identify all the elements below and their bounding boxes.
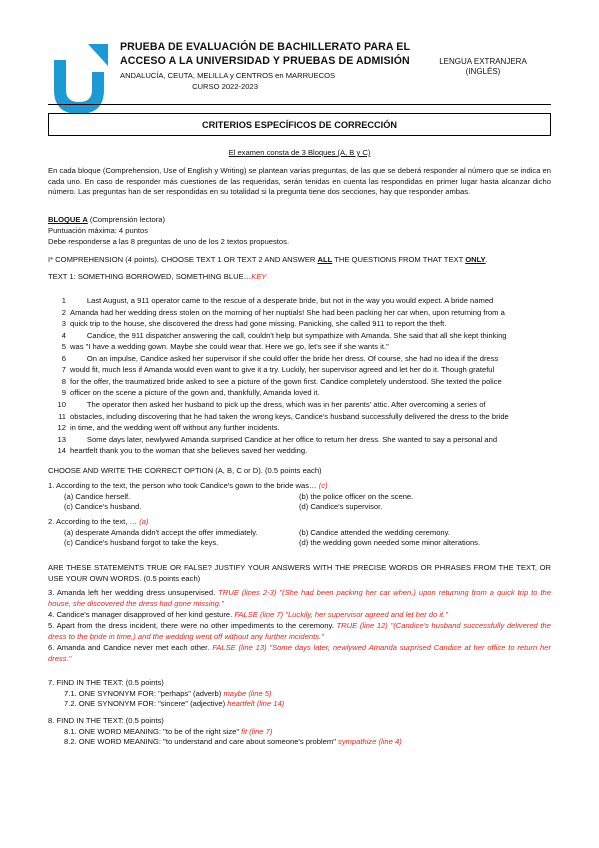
intro-paragraph: En cada bloque (Comprehension, Use of English y Writing) se plantean varias preguntas, de las que se deberá responder al número que se indica en cada uno. En caso de responder más cuestiones de las requeridas, serán tenidas en cuenta las respondidas en primer lugar hasta alcanzar dicho número. Las preguntas han de ser respondidas en su totalidad si la pregunta tiene dos secciones, hay que responder ambas.	[48, 166, 551, 197]
line-number: 8	[61, 376, 66, 386]
find-8-2-answer: sympathize (line 4)	[338, 737, 402, 747]
find-8-1-question: 8.1. ONE WORD MEANING: "to be of the right size"	[64, 726, 242, 736]
text-line: Last August, a 911 operator came to the rescue of a desperate bride, but not in the way you would expect. A bride named	[70, 296, 494, 305]
header-subtitle: ANDALUCÍA, CEUTA, MELILLA y CENTROS en MARRUECOS	[120, 71, 336, 80]
tf-item-4	[48, 610, 551, 621]
line-number: 1	[61, 296, 66, 305]
tf-6-answer: FALSE (line 13) "Some days later, newlywed Amanda surprised Candice at her office to return her dress."	[48, 643, 551, 663]
section-title: CRITERIOS ESPECÍFICOS DE CORRECCIÓN	[48, 113, 551, 136]
text-line: Amanda had her wedding dress stolen on the morning of her nuptials! She had been packing her car when, upon returning from a	[70, 307, 505, 317]
header-title-line2: ACCESO A LA UNIVERSIDAD Y PRUEBAS DE ADMISIÓN	[120, 55, 410, 67]
line-number: 13	[57, 434, 66, 444]
text-line: officer on the scene a picture of the gown and, thankfully, Amanda loved it.	[70, 388, 320, 398]
tf-item-3	[48, 588, 551, 609]
subject-label	[423, 57, 543, 77]
q1-option-a: (a) Candice herself.	[64, 491, 131, 501]
text-line: heartfelt thank you to the woman that she believes saved her wedding.	[70, 446, 308, 456]
q1-option-d: (d) Candice's supervisor.	[299, 502, 383, 512]
comprehension-only: ONLY	[465, 255, 486, 264]
comprehension-pre: I* COMPREHENSION (4 points). CHOOSE TEXT 1 OR TEXT 2 AND ANSWER	[48, 255, 318, 264]
line-number: 6	[61, 353, 66, 363]
tf-5-question: 5. Apart from the dress incident, there were no other impediments to the ceremony.	[48, 621, 337, 630]
q2-option-b: (b) Candice attended the wedding ceremony.	[299, 527, 450, 537]
choose-heading: CHOOSE AND WRITE THE CORRECT OPTION (A, B, C or D). (0.5 points each)	[48, 466, 322, 475]
header-divider	[48, 104, 551, 105]
subject-line2: (INGLÉS)	[465, 67, 501, 76]
q2-option-a: (a) desperate Amanda didn't accept the offer immediately.	[64, 527, 258, 537]
exam-header	[120, 40, 420, 92]
text1-title-label: TEXT 1: SOMETHING BORROWED, SOMETHING BLUE…	[48, 272, 252, 281]
q1-stem: 1. According to the text, the person who took Candice's gown to the bride was…	[48, 481, 319, 490]
tf-item-6	[48, 643, 551, 664]
q1-answer: (c)	[318, 481, 328, 490]
text-line: was "I have a wedding gown. Maybe she could wear that. Here we go, let's see if she wants it."	[70, 342, 389, 352]
exam-info: El examen consta de 3 Bloques (A, B y C)	[228, 148, 371, 157]
find-7-heading: 7. FIND IN THE TEXT: (0.5 points)	[48, 678, 164, 687]
text-line: quick trip to the house, she discovered the dress had gone missing. Panicking, she called 911 to report the theft.	[70, 319, 447, 329]
block-a-instruction: Debe responderse a las 8 preguntas de uno de los 2 textos propuestos.	[48, 237, 290, 246]
block-a-title	[48, 215, 551, 226]
find-8	[48, 716, 551, 748]
find-7	[48, 678, 551, 710]
comprehension-post: .	[485, 255, 488, 264]
text-line: On an impulse, Candice asked her supervisor if she could offer the bride her dress. Of course, she had no idea if the dress	[70, 353, 499, 363]
q2-option-c: (c) Candice's husband forgot to take the keys.	[64, 538, 219, 548]
header-title-line1: PRUEBA DE EVALUACIÓN DE BACHILLERATO PARA EL	[120, 41, 411, 53]
line-number: 2	[61, 307, 66, 317]
q2-answer: (a)	[139, 517, 149, 526]
q1-option-b: (b) the police officer on the scene.	[299, 491, 414, 501]
tf-5-answer: TRUE (line 12) "(Candice's husband successfully delivered the dress to the bride in time,) and the wedding went off without any further incidents."	[48, 621, 551, 641]
header-course: CURSO 2022-2023	[192, 82, 258, 91]
tf-6-question: 6. Amanda and Candice never met each other.	[48, 643, 213, 652]
find-7-2-question: 7.2. ONE SYNONYM FOR: "sincere" (adjective)	[64, 699, 228, 709]
line-number: 5	[61, 342, 66, 352]
line-number: 12	[57, 423, 66, 433]
line-number: 10	[57, 399, 66, 409]
text-line: for the offer, the traumatized bride asked to see a picture of the gown first. Candice completely understood. She texted the police	[70, 376, 502, 386]
find-7-1-question: 7.1. ONE SYNONYM FOR: "perhaps" (adverb)	[64, 688, 224, 698]
tf-heading: ARE THESE STATEMENTS TRUE OR FALSE? JUSTIFY YOUR ANSWERS WITH THE PRECISE WORDS OR PHRASES FROM THE TEXT, OR USE YOUR OWN WORDS. (0.5 points each)	[48, 563, 551, 583]
find-8-2-question: 8.2. ONE WORD MEANING: "to understand and care about someone's problem"	[64, 737, 339, 747]
tf-item-5	[48, 621, 551, 642]
q2-stem: 2. According to the text, …	[48, 517, 140, 526]
tf-4-question: 4. Candice's manager disapproved of her kind gesture.	[48, 610, 235, 619]
q1-option-c: (c) Candice's husband.	[64, 502, 142, 512]
text1-title	[48, 272, 551, 283]
block-a-label: BLOQUE A	[48, 215, 88, 224]
line-number: 11	[58, 411, 66, 421]
block-a-score: Puntuación máxima: 4 puntos	[48, 226, 149, 235]
text-line: The operator then asked her husband to pick up the dress, which was in her parents' attic. After overcoming a series of	[70, 399, 486, 409]
text-line: would fit, much less if Amanda would even want to give it a try. Luckily, her supervisor agreed and let her do it. Though grateful	[70, 365, 495, 375]
subject-line1: LENGUA EXTRANJERA	[439, 57, 527, 66]
line-number: 4	[61, 330, 66, 340]
find-8-1-answer: fit (line 7)	[241, 726, 273, 736]
comprehension-all: ALL	[317, 255, 333, 264]
text-line: Candice, the 911 dispatcher answering the call, couldn't help but sympathize with Amanda. She said that all she kept thinking	[70, 330, 507, 340]
text-line: in time, and the wedding went off without any further incidents.	[70, 423, 280, 433]
find-7-2-answer: heartfelt (line 14)	[227, 699, 285, 709]
text-line: obstacles, including discovering that he had taken the wrong keys, Candice's husband successfully delivered the dress to the bride	[70, 411, 509, 421]
line-number: 9	[61, 388, 66, 398]
question-1	[48, 481, 551, 513]
line-number: 7	[61, 365, 66, 375]
line-number: 3	[61, 319, 66, 329]
find-7-1-answer: maybe (line 5)	[223, 688, 272, 698]
text1-key: KEY	[251, 272, 267, 281]
block-a-suffix: (Comprensión lectora)	[87, 215, 166, 224]
text-line: Some days later, newlywed Amanda surprised Candice at her office to return her dress. She wanted to say a personal and	[70, 434, 498, 444]
find-8-heading: 8. FIND IN THE TEXT: (0.5 points)	[48, 716, 164, 725]
question-2	[48, 517, 551, 549]
comprehension-mid: THE QUESTIONS FROM THAT TEXT	[332, 255, 466, 264]
tf-3-question: 3. Amanda left her wedding dress unsupervised.	[48, 588, 219, 597]
line-number: 14	[57, 446, 66, 456]
comprehension-heading	[48, 255, 551, 266]
q2-option-d: (d) the wedding gown needed some minor alterations.	[299, 538, 481, 548]
tf-4-answer: FALSE (line 7) "Luckily, her supervisor agreed and let her do it."	[234, 610, 448, 619]
tf-3-answer: TRUE (lines 2-3) "(She had been packing her car when,) upon returning from a quick trip to the house, she discovered the dress had gone missing."	[48, 588, 551, 608]
